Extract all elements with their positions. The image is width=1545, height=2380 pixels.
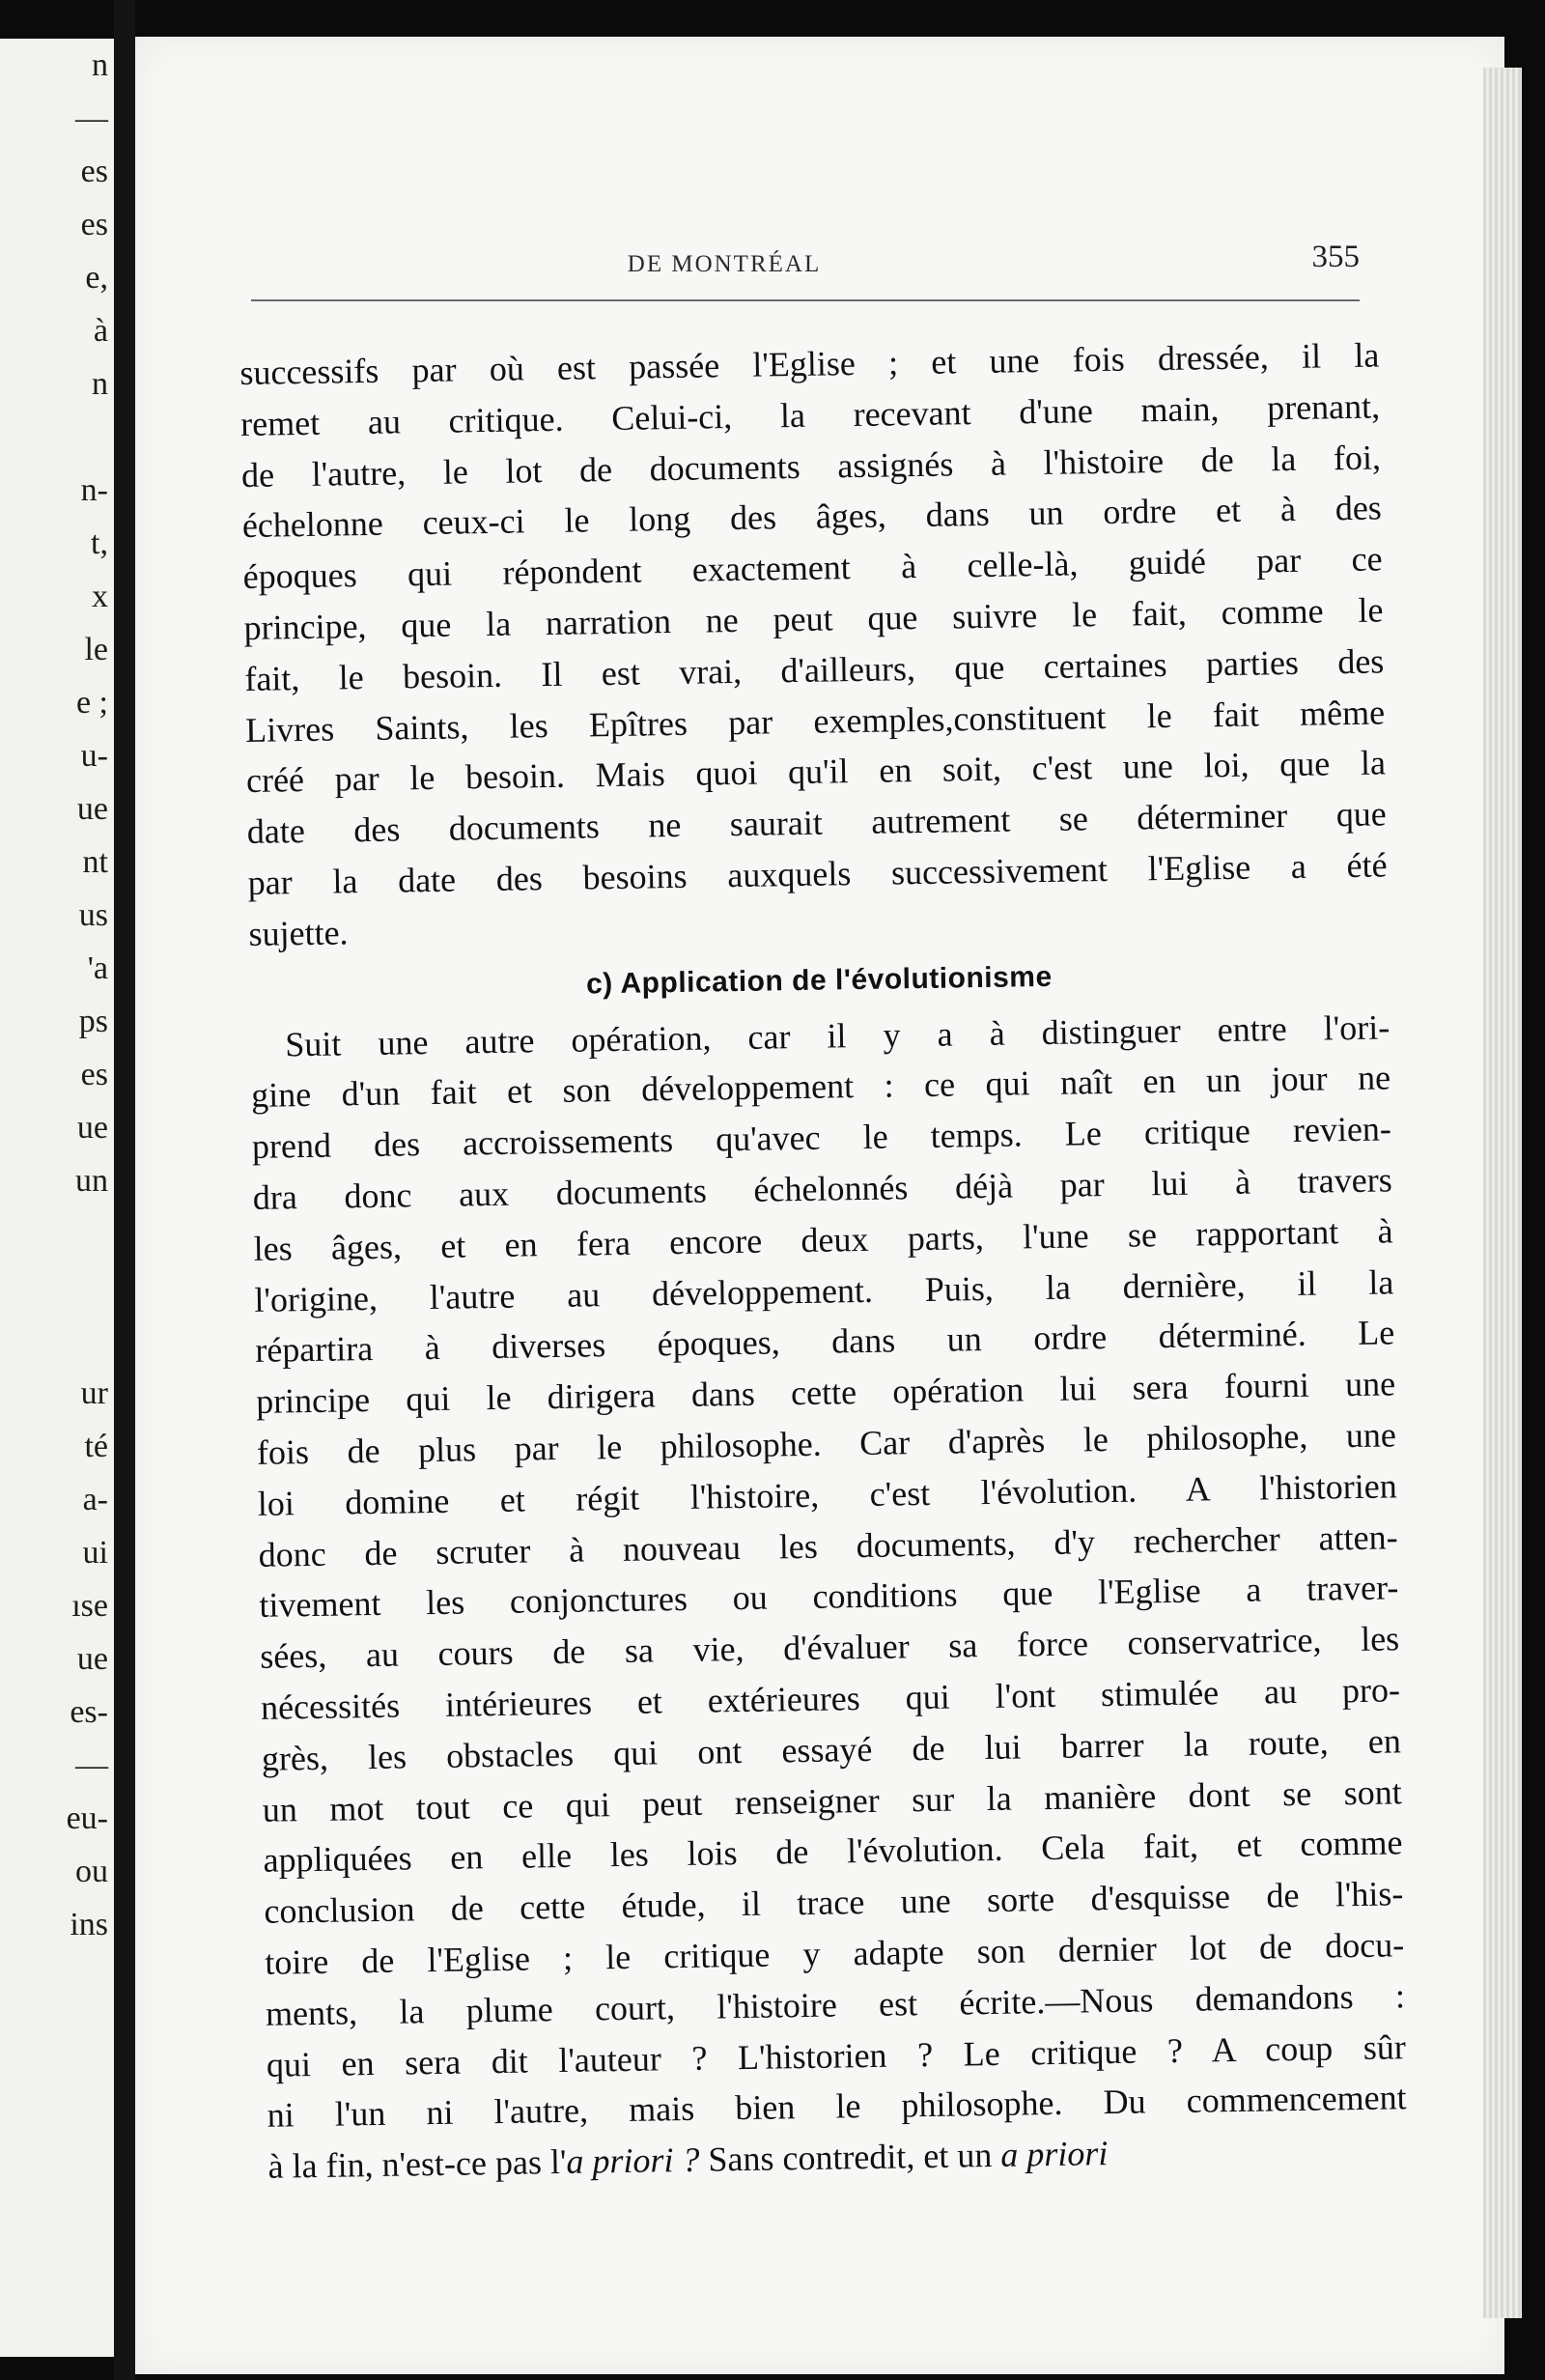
page-block-edge — [1483, 68, 1522, 2318]
fragment-line: n- — [80, 472, 108, 508]
fragment-line — [12, 1261, 108, 1314]
text-line: toire de l'Eglise ; le critique y adapte son dernier lot de docu- — [264, 1925, 1405, 1982]
fragment-line: — — [75, 100, 108, 136]
fragment-line: es — [80, 1057, 108, 1092]
text-line: créé par le besoin. Mais quoi qu'il en soit, c'est une loi, que la — [245, 743, 1387, 801]
fragment-line: ui — [82, 1535, 108, 1571]
text-line: époques qui répondent exactement à celle-là, guidé par ce — [242, 539, 1383, 597]
fragment-line: ue — [76, 1641, 108, 1677]
text-line: tivement les conjonctures ou conditions que l'Eglise a traver- — [259, 1568, 1399, 1626]
fragment-line: ıse — [71, 1588, 108, 1624]
text-line: sées, au cours de sa vie, d'évaluer sa force conservatrice, les — [259, 1619, 1400, 1676]
text-line: successifs par où est passée l'Eglise ; et une fois dressée, il la — [239, 335, 1380, 392]
fragment-line: ps — [78, 1004, 108, 1039]
text-line: les âges, et en fera encore deux parts, l'une se rapportant à — [253, 1211, 1393, 1268]
text-line: ni l'un ni l'autre, mais bien le philosophe. Du commencement — [267, 2078, 1407, 2136]
facing-page — [0, 39, 114, 2357]
fragment-line: eu- — [66, 1800, 108, 1836]
text-line: loi domine et régit l'histoire, c'est l'évolution. A l'historien — [257, 1466, 1397, 1523]
fragment-line: ou — [75, 1854, 108, 1889]
fragment-line: té — [84, 1429, 108, 1464]
text-line: par la date des besoins auxquels successivement l'Eglise a été — [247, 845, 1388, 902]
fragment-line: nt — [82, 844, 108, 880]
text-line: donc de scruter à nouveau les documents, d'y rechercher atten- — [258, 1516, 1398, 1574]
text-line: Suit une autre opération, car il y a à distinguer entre l'ori- — [285, 1006, 1390, 1063]
text-line: qui en sera dit l'auteur ? L'historien ? Le critique ? A coup sûr — [266, 2026, 1407, 2084]
text-line: prend des accroissements qu'avec le temps. Le critique revien- — [251, 1109, 1392, 1167]
fragment-line: es — [80, 154, 108, 189]
page-number: 355 — [1311, 240, 1360, 274]
fragment-line — [12, 1314, 108, 1367]
text-line: nécessités intérieures et extérieures qui l'ont stimulée au pro- — [260, 1670, 1401, 1727]
fragment-line — [12, 1207, 108, 1261]
section-heading: c) Application de l'évolutionisme — [585, 960, 1053, 1001]
fragment-line: — — [75, 1747, 108, 1783]
text-line: dra donc aux documents échelonnés déjà par lui à travers — [252, 1160, 1392, 1217]
text-line: de l'autre, le lot de documents assignés à l'histoire de la foi, — [240, 438, 1382, 495]
paragraph-2 — [250, 1002, 1407, 2141]
text-line: principe, que la narration ne peut que suivre le fait, comme le — [243, 590, 1384, 647]
fragment-line: 'a — [87, 950, 108, 986]
fragment-line: un — [75, 1163, 108, 1199]
fragment-line: es — [80, 207, 108, 242]
text-line: l'origine, l'autre au développement. Puis, la dernière, il la — [254, 1261, 1394, 1319]
italic-phrase: a priori ? — [566, 2139, 700, 2182]
fragment-line: ins — [70, 1907, 108, 1942]
text-line: répartira à diverses époques, dans un ordre déterminé. Le — [254, 1313, 1395, 1371]
paragraph-1 — [239, 329, 1389, 959]
text-span: à la fin, n'est-ce pas l' — [267, 2142, 567, 2186]
fragment-line: n — [92, 47, 108, 83]
fragment-line — [12, 411, 108, 464]
book-page — [135, 37, 1504, 2374]
fragment-line: ue — [76, 791, 108, 827]
text-span: Sans contredit, et un — [699, 2135, 1001, 2179]
fragment-line: à — [93, 313, 108, 349]
text-line: principe qui le dirigera dans cette opération lui sera fourni une — [255, 1364, 1396, 1422]
fragment-line: a- — [82, 1482, 108, 1517]
fragment-line: es- — [70, 1694, 108, 1730]
text-line: fois de plus par le philosophe. Car d'après le philosophe, une — [256, 1415, 1397, 1472]
italic-phrase: a priori — [1000, 2134, 1109, 2174]
text-line: fait, le besoin. Il est vrai, d'ailleurs, que certaines parties des — [244, 641, 1385, 698]
fragment-line: us — [78, 897, 108, 933]
text-line: conclusion de cette étude, il trace une sorte d'esquisse de l'his- — [264, 1874, 1404, 1931]
facing-page-text-fragments — [12, 39, 108, 1951]
fragment-line: ue — [76, 1110, 108, 1146]
text-line: appliquées en elle les lois de l'évolution. Cela fait, et comme — [263, 1823, 1403, 1881]
fragment-line: ur — [80, 1375, 108, 1411]
text-line: un mot tout ce qui peut renseigner sur la manière dont se sont — [262, 1771, 1402, 1829]
text-line: gine d'un fait et son développement : ce qui naît en un jour ne — [250, 1058, 1391, 1116]
fragment-line: n — [92, 366, 108, 402]
running-head: DE MONTRÉAL — [627, 251, 822, 277]
fragment-line: le — [84, 632, 108, 667]
text-line: ments, la plume court, l'histoire est écrite.—Nous demandons : — [265, 1975, 1406, 2033]
text-line: Livres Saints, les Epîtres par exemples,constituent le fait même — [244, 692, 1386, 750]
text-line: date des documents ne saurait autrement se déterminer que — [246, 794, 1388, 852]
text-line: grès, les obstacles qui ont essayé de lui barrer la route, en — [261, 1721, 1402, 1778]
fragment-line: e ; — [75, 685, 108, 721]
fragment-line: e, — [85, 260, 108, 296]
book-gutter — [114, 0, 135, 2380]
text-line: remet au critique. Celui-ci, la recevant d'une main, prenant, — [239, 386, 1381, 443]
fragment-line: u- — [80, 738, 108, 774]
header-rule — [251, 299, 1360, 301]
body-text — [239, 329, 1408, 2192]
text-line: sujette. — [248, 913, 349, 953]
text-line: échelonne ceux-ci le long des âges, dans un ordre et à des — [241, 488, 1383, 546]
fragment-line: x — [92, 579, 108, 614]
fragment-line: t, — [91, 525, 108, 561]
